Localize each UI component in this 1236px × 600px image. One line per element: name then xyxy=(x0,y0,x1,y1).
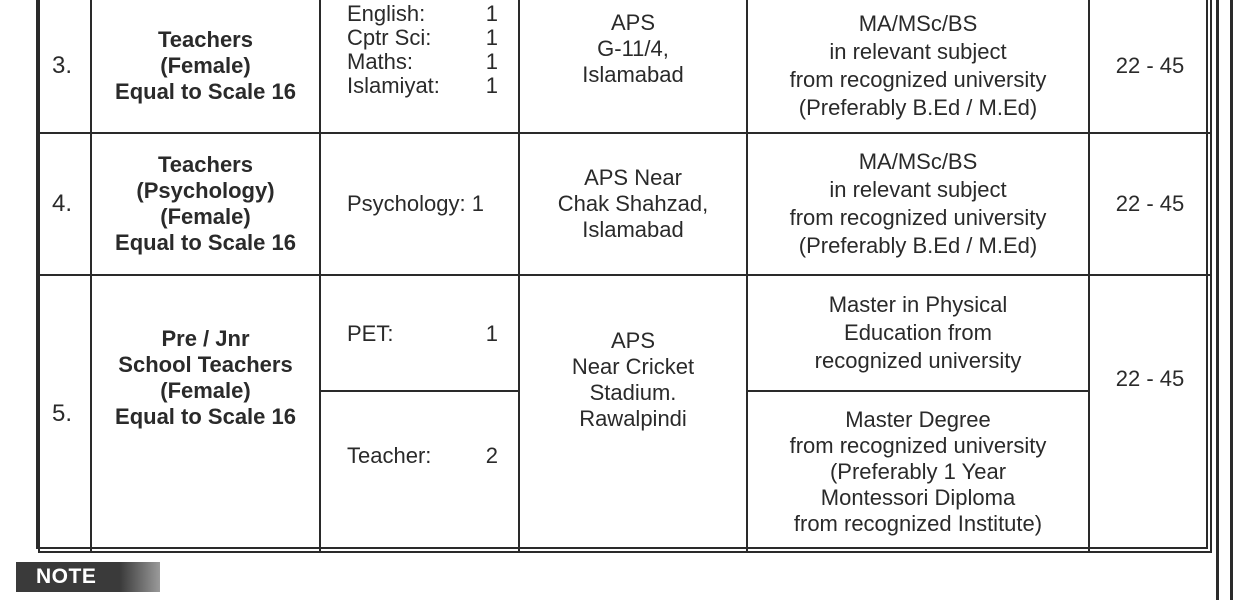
location-cell: APS Near Chak Shahzad, Islamabad xyxy=(519,133,747,275)
vacancy-table xyxy=(36,0,1208,549)
qualification-cell: Master Degree from recognized university (Preferably 1 Year Montessori Diploma from recognized Institute) xyxy=(747,391,1089,552)
seat-line: Maths: 1 xyxy=(347,49,498,74)
qualification-cell: Master in Physical Education from recognized university xyxy=(747,275,1089,391)
age-limit: 22 - 45 xyxy=(1089,133,1211,275)
page-frame-border-outer xyxy=(1230,0,1233,600)
serial-number: 5. xyxy=(39,275,91,552)
table-row xyxy=(39,0,1211,133)
post-title: Teachers (Psychology) (Female) Equal to Scale 16 xyxy=(91,133,320,275)
seat-line: Islamiyat: 1 xyxy=(347,73,498,98)
seats-cell: Teacher: 2 xyxy=(320,391,519,552)
post-title: Teachers (Female) Equal to Scale 16 xyxy=(91,0,320,133)
seat-line: Cptr Sci: 1 xyxy=(347,25,498,50)
seats-cell: PET: 1 xyxy=(320,275,519,391)
qualification-cell: MA/MSc/BS in relevant subject from recognized university (Preferably B.Ed / M.Ed) xyxy=(747,0,1089,133)
serial-number: 4. xyxy=(39,133,91,275)
seats-cell xyxy=(320,0,519,133)
seats-cell: Psychology: 1 xyxy=(320,133,519,275)
page-frame-border xyxy=(1216,0,1219,600)
age-limit: 22 - 45 xyxy=(1089,275,1211,552)
age-limit: 22 - 45 xyxy=(1089,0,1211,133)
table-row xyxy=(39,133,1211,275)
note-heading: NOTE xyxy=(16,562,160,592)
table-row xyxy=(39,275,1211,391)
location-cell: APS Near Cricket Stadium. Rawalpindi xyxy=(519,275,747,552)
post-title: Pre / Jnr School Teachers (Female) Equal to Scale 16 xyxy=(91,275,320,552)
location-cell: APS G-11/4, Islamabad xyxy=(519,0,747,133)
serial-number: 3. xyxy=(39,0,91,133)
seat-line: English: 1 xyxy=(347,1,498,26)
qualification-cell: MA/MSc/BS in relevant subject from recognized university (Preferably B.Ed / M.Ed) xyxy=(747,133,1089,275)
